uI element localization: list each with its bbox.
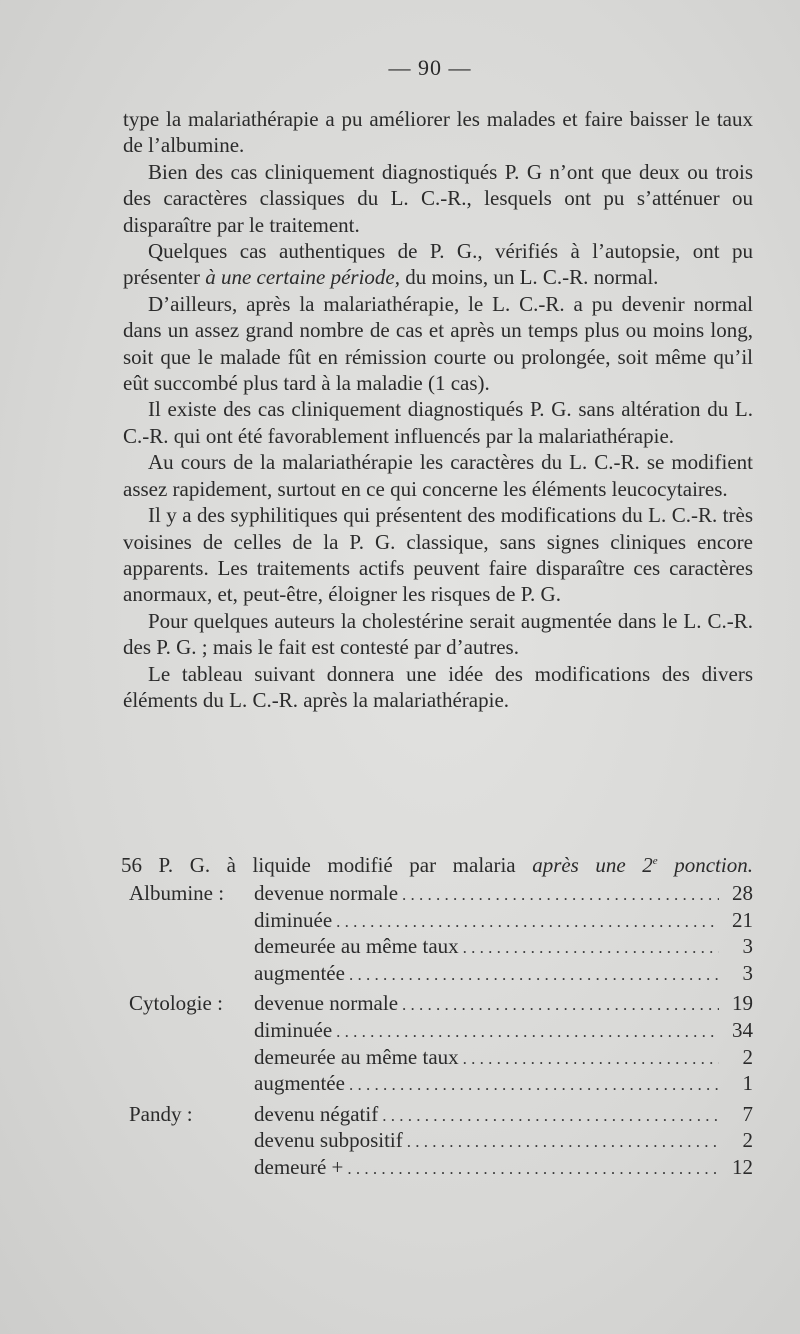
row-value: 12 [732,1154,753,1179]
table-row [129,1127,753,1154]
table-row [129,1101,753,1128]
body-text [123,106,753,713]
dot-leader [463,935,719,962]
row-label: demeuré + [254,1154,344,1179]
row-category: Cytologie : [129,991,223,1016]
row-value: 3 [742,960,753,985]
dot-leader [407,1129,719,1156]
row-value: 7 [742,1101,753,1126]
summary-italic: après une 2e ponction. [532,853,753,877]
row-value: 19 [732,991,753,1016]
table-row [129,1154,753,1181]
results-table [129,880,753,1181]
table-row [129,990,753,1017]
paragraph: Il y a des syphilitiques qui présentent des modifications du L. C.-R. très voisines de celles de la P. G. classique, sans signes cliniques encore apparents. Les traitements actifs peuvent faire disparaître ces caractères anormaux, et, peut-être, éloigner les risques de P. G. [123,503,753,607]
row-value: 28 [732,881,753,905]
row-label: augmentée [254,1071,345,1096]
table-row [129,960,753,987]
row-category: Albumine : [129,881,225,905]
row-value: 3 [742,934,753,959]
row-label: diminuée [254,907,333,932]
summary-lead: 56 P. G. à liquide modifié par malaria [121,853,533,877]
superscript: e [652,855,658,867]
paragraph: Pour quelques auteurs la cholestérine serait augmentée dans le L. C.-R. des P. G. ; mais le fait est contesté par d’autres. [123,608,753,660]
paragraph-text: du moins, un L. C.-R. normal. [400,265,659,290]
table-row [129,933,753,960]
paragraph-autopsy [123,238,753,291]
dot-leader [402,882,719,909]
table-row [129,1044,753,1071]
row-label: diminuée [254,1017,333,1042]
row-value: 21 [732,907,753,932]
summary-heading [121,848,753,879]
dot-leader [382,1103,719,1130]
italic-emphasis: à une certaine période, [205,265,400,290]
row-label: devenue normale [254,881,399,905]
table-row [129,880,753,907]
row-category: Pandy : [129,1101,193,1126]
row-label: devenue normale [254,991,399,1016]
dot-leader [463,1046,719,1073]
dot-leader [349,962,719,989]
dot-leader [336,909,719,936]
paragraph: Le tableau suivant donnera une idée des modifications des divers éléments du L. C.-R. après la malariathérapie. [123,661,753,712]
row-value: 34 [732,1017,753,1042]
paragraph: Au cours de la malariathérapie les caractères du L. C.-R. se modifient assez rapidement, surtout en ce qui concerne les éléments leucocytaires. [123,450,753,501]
row-label: devenu négatif [254,1101,379,1126]
table-row [129,907,753,934]
row-value: 2 [742,1044,753,1069]
row-label: augmentée [254,960,345,985]
table-row [129,1070,753,1097]
row-label: demeurée au même taux [254,1044,459,1069]
dot-leader [336,1019,719,1046]
paragraph-text: Quelques cas authentiques de P. G., vérifiés à l’autopsie, ont pu présenter [123,239,753,290]
paragraph: D’ailleurs, après la malariathérapie, le L. C.-R. a pu devenir normal dans un assez grand nombre de cas et après un temps plus ou moins long, soit que le malade fût en rémission courte ou prolongée, soit même qu’il eût succombé plus tard à la maladie (1 cas). [123,291,753,396]
paragraph: Bien des cas cliniquement diagnostiqués P. G n’ont que deux ou trois des caractères classiques du L. C.-R., lesquels ont pu s’atténuer ou disparaître par le traitement. [123,159,753,237]
row-value: 1 [742,1071,753,1096]
dot-leader [402,992,719,1019]
dot-leader [349,1072,719,1099]
paragraph: type la malariathérapie a pu améliorer les malades et faire baisser le taux de l’albumine. [123,107,753,158]
row-value: 2 [742,1128,753,1153]
page-number: — 90 — [388,55,472,80]
paragraph: Il existe des cas cliniquement diagnostiqués P. G. sans altération du L. C.-R. qui ont été favorablement influencés par la malariathérapie. [123,397,753,448]
row-label: devenu subpositif [254,1128,403,1153]
table-row [129,1017,753,1044]
dot-leader [347,1156,719,1183]
row-label: demeurée au même taux [254,934,459,959]
